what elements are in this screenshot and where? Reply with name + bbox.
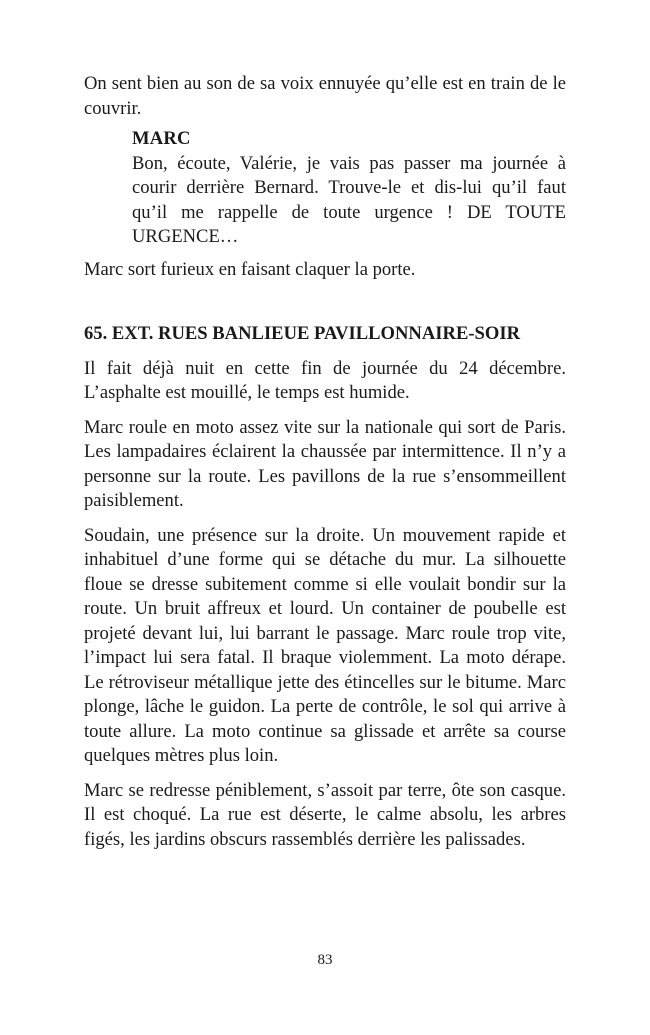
dialogue-line: Bon, écoute, Valérie, je vais pas passer ma journée à courir derrière Bernard. Trouve-le et dis-lui qu’il faut qu’il me rappelle de toute urgence ! DE TOUTE URGENCE…	[132, 152, 566, 247]
character-name: MARC	[132, 128, 191, 149]
scene-paragraph-1: Il fait déjà nuit en cette fin de journée du 24 décembre. L’asphalte est mouillé, le temps est humide.	[84, 357, 566, 403]
scene-heading: 65. EXT. RUES BANLIEUE PAVILLONNAIRE-SOIR	[84, 323, 521, 344]
action-paragraph-exit: Marc sort furieux en faisant claquer la porte.	[84, 258, 416, 280]
scene-paragraph-3: Soudain, une présence sur la droite. Un mouvement rapide et inhabituel d’une forme qui se détache du mur. La silhouette floue se dresse subitement comme si elle voulait bondir sur la route. Un bruit affreux et lourd. Un container de poubelle est projeté devant lui, lui barrant le passage. Marc roule trop vite, l’impact lui sera fatal. Il braque violemment. La moto dérape. Le rétroviseur métallique jette des étincelles sur le bitume. Marc plonge, lâche le guidon. La perte de contrôle, le sol qui arrive à toute allure. La moto continue sa glissade et arrête sa course quelques mètres plus loin.	[84, 524, 566, 766]
page-number: 83	[317, 952, 333, 968]
action-paragraph-intro: On sent bien au son de sa voix ennuyée qu’elle est en train de le couvrir.	[84, 73, 566, 119]
scene-paragraph-2: Marc roule en moto assez vite sur la nationale qui sort de Paris. Les lampadaires éclairent la chaussée par intermittence. Il n’y a personne sur la route. Les pavillons de la rue s’ensommeillent paisiblement.	[84, 416, 566, 511]
dialogue-block	[132, 127, 566, 250]
scene-paragraph-4: Marc se redresse péniblement, s’assoit par terre, ôte son casque. Il est choqué. La rue est déserte, le calme absolu, les arbres figés, les jardins obscurs rassemblés derrière les palissades.	[84, 779, 566, 850]
